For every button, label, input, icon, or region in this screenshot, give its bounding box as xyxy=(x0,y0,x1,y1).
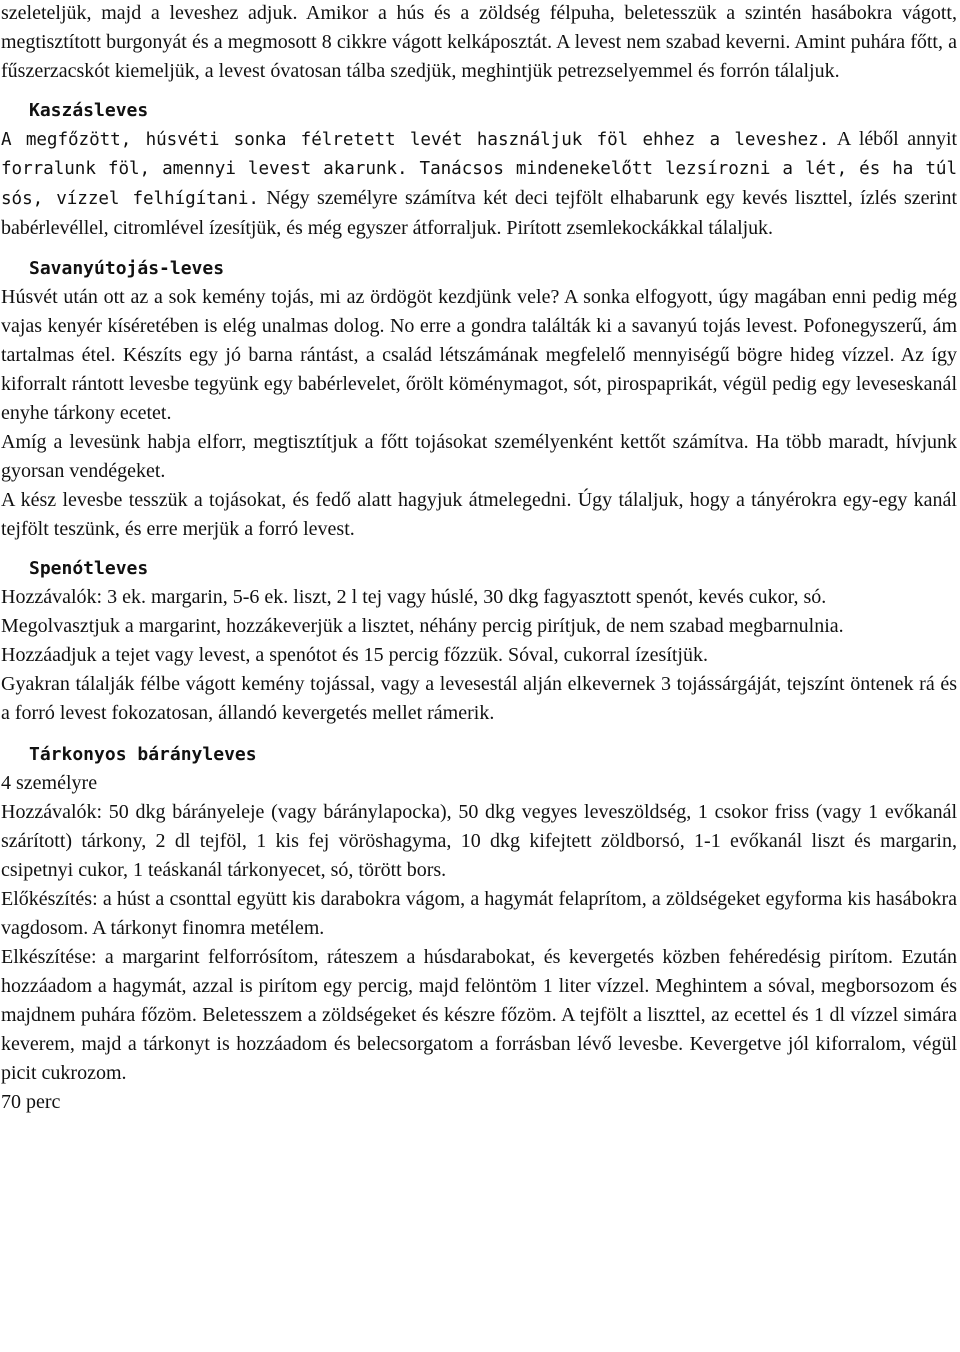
savanyutojas-paragraph-3: A kész levesbe tesszük a tojásokat, és fedő alatt hagyjuk átmelegedni. Úgy tálaljuk, hogy a tányérokra egy-egy kanál tejfölt teszünk, és erre merjük a forró levest. xyxy=(1,489,957,540)
kaszasleves-text-2: A léből annyit xyxy=(829,128,957,150)
savanyutojas-paragraph-2: Amíg a levesünk habja elforr, megtisztítjuk a főtt tojásokat személyenként kettőt számítva. Ha több maradt, hívjunk gyorsan vendégeket. xyxy=(1,431,957,482)
intro-paragraph: szeleteljük, majd a leveshez adjuk. Amikor a hús és a zöldség félpuha, beletesszük a szintén hasábokra vágott, megtisztított burgonyát és a megmosott 8 cikkre vágott kelkáposztát. A levest nem szabad keverni. Amint puhára főtt, a fűszerzacskót kiemeljük, a levest óvatosan tálba szedjük, meghintjük petrezselyemmel és forrón tálaljuk. xyxy=(1,2,957,82)
kaszasleves-text-4: Négy személyre számítva két deci tejfölt elhabarunk egy kevés liszttel, ízlés szerint babérlevéllel, citromlével ízesítjük, és még egyszer átforraljuk. Pirított zsemlekockákkal tálaljuk. xyxy=(1,187,957,239)
kaszasleves-text-1: A megfőzött, húsvéti sonka félretett levét használjuk föl ehhez a leveshez. xyxy=(1,130,830,150)
spenotleves-paragraph-3: Hozzáadjuk a tejet vagy levest, a spenótot és 15 percig főzzük. Sóval, cukorral ízesítjük. xyxy=(1,644,708,666)
heading-spenotleves: Spenótleves xyxy=(29,558,149,579)
spenotleves-paragraph-2: Megolvasztjuk a margarint, hozzákeverjük a lisztet, néhány percig pirítjuk, de nem szabad megbarnulnia. xyxy=(1,615,844,637)
spenotleves-paragraph-4: Gyakran tálalják félbe vágott kemény tojással, vagy a levesestál alján elkevernek 3 tojássárgáját, tejszínt öntenek rá és a forró levest fokozatosan, állandó kevergetés mellet rámerik. xyxy=(1,673,957,724)
tarkonyos-preparation: Előkészítés: a húst a csonttal együtt kis darabokra vágom, a hagymát felaprítom, a zöldségeket egyforma kis hasábokra vagdosom. A tárkonyt finomra metélem. xyxy=(1,888,957,939)
document-page xyxy=(1,0,957,1117)
savanyutojas-paragraph-1: Húsvét után ott az a sok kemény tojás, mi az ördögöt kezdjünk vele? A sonka elfogyott, úgy magában enni pedig még vajas kenyér kíséretében is elég unalmas dolog. No erre a gondra találták ki a savanyú tojás levest. Pofonegyszerű, ám tartalmas étel. Készíts egy jó barna rántást, a család létszámának megfelelő mennyiségű bögre hideg vízzel. Az így kiforralt rántott levesbe tegyünk egy babérlevelet, őrölt köménymagot, sót, pirospaprikát, végül pedig egy leveseskanál enyhe tárkony ecetet. xyxy=(1,286,957,424)
tarkonyos-servings: 4 személyre xyxy=(1,772,98,794)
kaszasleves-text-3: forralunk föl, amennyi levest akarunk. Tanácsos mindenekelőtt lezsírozni a lét, és ha túl sós, vízzel felhígítani. xyxy=(1,159,957,209)
heading-tarkonyos-baranyleves: Tárkonyos bárányleves xyxy=(29,744,257,765)
tarkonyos-time: 70 perc xyxy=(1,1091,61,1113)
spenotleves-ingredients: Hozzávalók: 3 ek. margarin, 5-6 ek. liszt, 2 l tej vagy húslé, 30 dkg fagyasztott spenót, kevés cukor, só. xyxy=(1,586,827,608)
tarkonyos-ingredients: Hozzávalók: 50 dkg bárányeleje (vagy báránylapocka), 50 dkg vegyes leveszöldség, 1 csokor friss (vagy 1 evőkanál szárított) tárkony, 2 dl tejföl, 1 kis fej vöröshagyma, 10 dkg kifejtett zöldborsó, 1-1 evőkanál liszt és margarin, csipetnyi cukor, 1 teáskanál tárkonyecet, só, törött bors. xyxy=(1,801,957,881)
tarkonyos-cooking: Elkészítése: a margarint felforrósítom, ráteszem a húsdarabokat, és kevergetés közben fehéredésig pirítom. Ezután hozzáadom a hagymát, azzal is pirítom egy percig, majd felöntöm 1 liter vízzel. Meghintem a sóval, megborsozom és majdnem puhára főzöm. Beletesszem a zöldségeket és készre főzöm. A tejfölt a liszttel, az ecettel és 1 dl vízzel simára keverem, majd a tárkonyt is hozzáadom és belecsorgatom a forrásban lévő levesbe. Kevergetve jól kiforralom, végül picit cukrozom. xyxy=(1,946,957,1084)
kaszasleves-paragraph xyxy=(1,125,957,244)
heading-savanyutojas-leves: Savanyútojás-leves xyxy=(29,258,225,279)
heading-kaszasleves: Kaszásleves xyxy=(29,100,149,121)
